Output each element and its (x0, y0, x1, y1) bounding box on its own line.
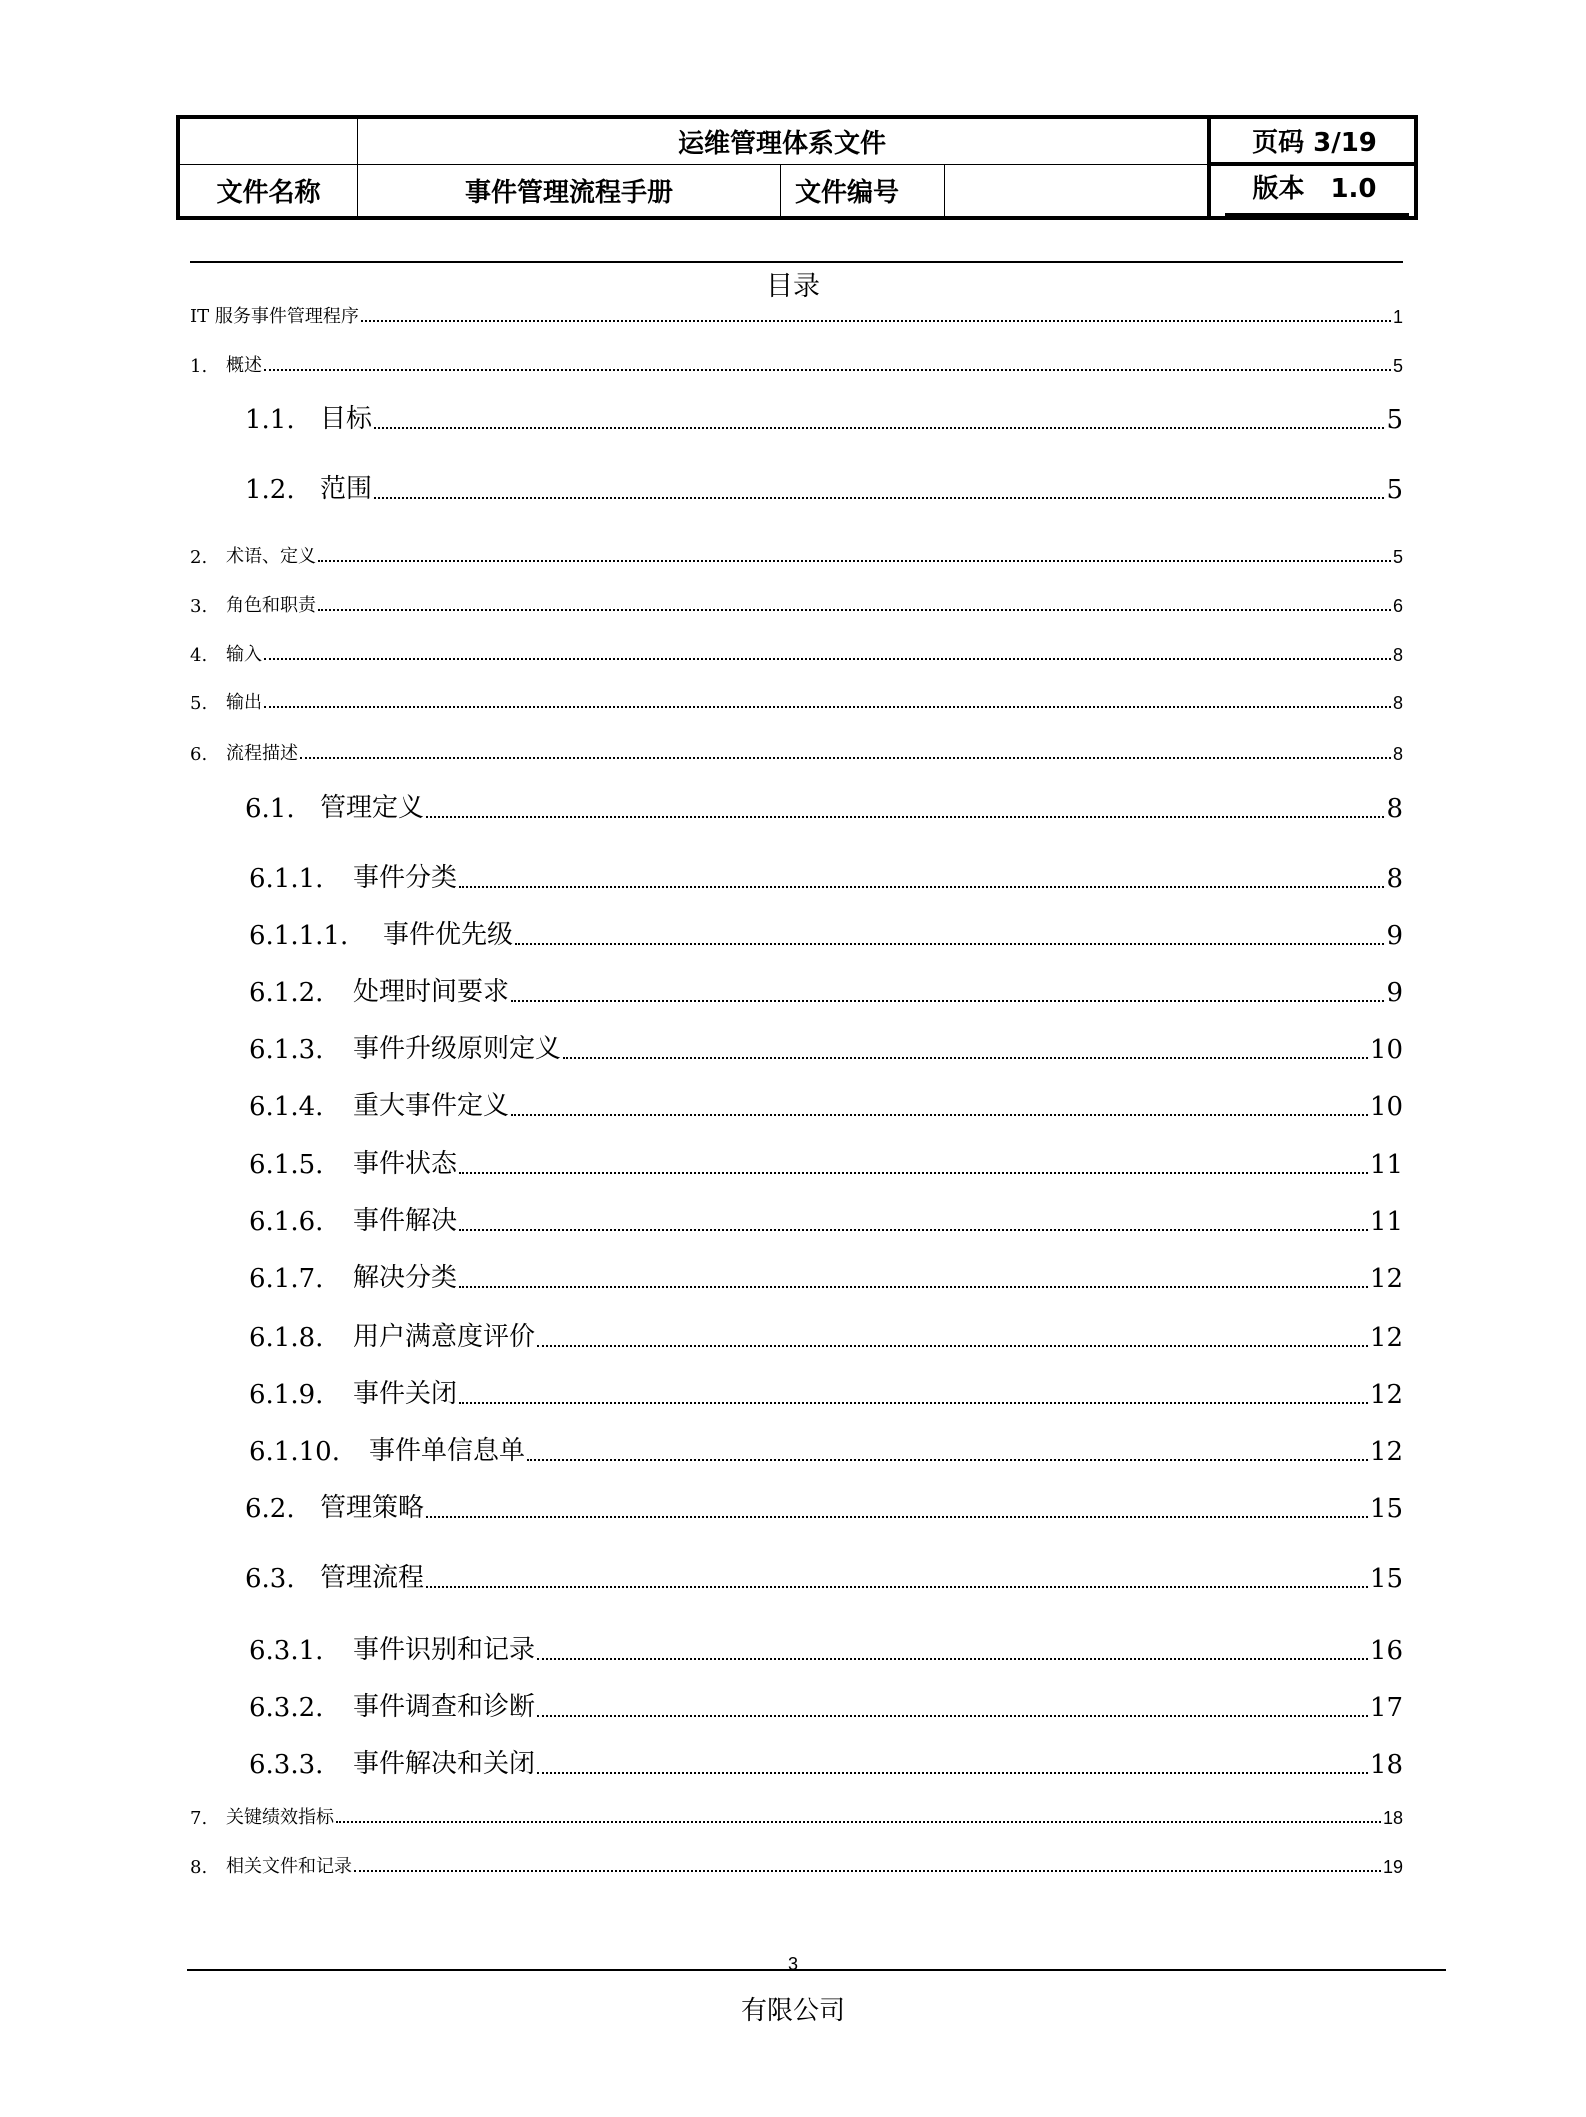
file-no (945, 165, 1207, 216)
file-name-label: 文件名称 (216, 178, 321, 208)
toc-entry[interactable] (190, 544, 1403, 568)
toc-entry[interactable] (249, 860, 1403, 894)
toc-entry[interactable] (249, 1376, 1403, 1410)
toc-entry-number: 7. (190, 1808, 208, 1829)
toc-entry-number: 6.1. (245, 794, 295, 824)
toc-entry-page: 18 (1382, 1808, 1403, 1828)
toc-entry-number: 6.1.1.1. (249, 921, 349, 951)
file-no-label: 文件编号 (795, 178, 900, 208)
dot-leader (264, 369, 1391, 371)
toc-entry-title: 处理时间要求 (353, 977, 510, 1007)
toc-entry[interactable] (249, 1746, 1403, 1780)
toc-entry-page: 1 (1392, 307, 1403, 327)
toc-entry-title: 管理定义 (320, 793, 425, 823)
toc-entry-number: 1.2. (245, 475, 295, 505)
toc-entry-number: 6.1.10. (249, 1437, 340, 1467)
toc-entry-number: 8. (190, 1857, 208, 1878)
toc-entry-page: 10 (1369, 1035, 1403, 1065)
toc-entry-title: 事件识别和记录 (353, 1635, 536, 1665)
toc-entry-number: 6.1.3. (249, 1035, 324, 1065)
toc-entry[interactable] (190, 353, 1403, 377)
toc-entry[interactable] (245, 401, 1403, 435)
toc-entry-title: 解决分类 (353, 1263, 458, 1293)
toc-entry-title: 事件单信息单 (369, 1436, 526, 1466)
toc-entry[interactable] (190, 1805, 1403, 1829)
header-table (176, 115, 1418, 220)
dot-leader (511, 1114, 1368, 1116)
dot-leader (459, 1286, 1368, 1288)
toc-entry-title: 管理策略 (320, 1493, 425, 1523)
toc-entry-title: 角色和职责 (226, 595, 316, 616)
dot-leader (426, 1586, 1368, 1588)
dot-leader (511, 1000, 1384, 1002)
toc-entry-title: 重大事件定义 (353, 1091, 510, 1121)
toc-entry[interactable] (249, 1031, 1403, 1065)
toc-entry-title: 输入 (226, 644, 262, 665)
toc-entry-number: 6.1.9. (249, 1380, 324, 1410)
toc-entry-page: 10 (1369, 1092, 1403, 1122)
toc-entry-title: 目标 (320, 404, 373, 434)
toc-entry-number: 6.1.2. (249, 978, 324, 1008)
dot-leader (459, 1172, 1368, 1174)
toc-entry-title: IT 服务事件管理程序 (190, 306, 359, 327)
toc-entry[interactable] (190, 593, 1403, 617)
toc-entry-page: 9 (1386, 921, 1403, 951)
toc-entry-page: 5 (1386, 475, 1403, 505)
toc-entry-page: 15 (1369, 1564, 1403, 1594)
toc-entry-number: 6.1.5. (249, 1150, 324, 1180)
toc-entry[interactable] (249, 1146, 1403, 1180)
toc-entry-page: 17 (1369, 1693, 1403, 1723)
toc-entry-page: 8 (1392, 645, 1403, 665)
toc-entry[interactable] (245, 1560, 1403, 1594)
toc-entry[interactable] (190, 642, 1403, 666)
header-divider (190, 261, 1403, 263)
toc-entry-page: 16 (1369, 1636, 1403, 1666)
page-label: 页码 3/19 (1252, 128, 1377, 158)
dot-leader (264, 706, 1391, 708)
toc-entry-page: 12 (1369, 1380, 1403, 1410)
toc-entry-page: 5 (1392, 547, 1403, 567)
toc-entry-number: 5. (190, 693, 208, 714)
page-number: 3 (787, 1954, 798, 1974)
toc-entry-page: 5 (1392, 356, 1403, 376)
toc-entry-page: 15 (1369, 1494, 1403, 1524)
toc-entry-page: 9 (1386, 978, 1403, 1008)
toc-entry-page: 11 (1369, 1150, 1403, 1180)
toc-entry-page: 11 (1369, 1207, 1403, 1237)
dot-leader (354, 1870, 1381, 1872)
toc-entry-page: 12 (1369, 1264, 1403, 1294)
toc-entry-title: 输出 (226, 692, 262, 713)
toc-entry-page: 8 (1386, 864, 1403, 894)
toc-entry[interactable] (249, 1260, 1403, 1294)
toc-entry-page: 8 (1386, 794, 1403, 824)
toc-entry-title: 事件关闭 (353, 1379, 458, 1409)
dot-leader (374, 427, 1384, 429)
dot-leader (459, 1229, 1368, 1231)
toc-entry[interactable] (245, 471, 1403, 505)
toc-entry-page: 8 (1392, 693, 1403, 713)
toc-entry-title: 流程描述 (226, 743, 298, 764)
toc-entry-number: 3. (190, 596, 208, 617)
dot-leader (459, 1402, 1368, 1404)
toc-entry[interactable] (245, 1490, 1403, 1524)
toc-entry[interactable] (249, 1689, 1403, 1723)
dot-leader (374, 497, 1384, 499)
dot-leader (361, 320, 1391, 322)
toc-entry[interactable] (249, 1433, 1403, 1467)
toc-entry-number: 6.1.7. (249, 1264, 324, 1294)
toc-entry[interactable] (190, 741, 1403, 765)
toc-entry-number: 6.1.8. (249, 1323, 324, 1353)
toc-entry-title: 事件解决和关闭 (353, 1749, 536, 1779)
toc-entry[interactable] (190, 690, 1403, 714)
dot-leader (264, 658, 1391, 660)
toc-entry-number: 6.3.2. (249, 1693, 324, 1723)
toc-entry-number: 6.3.1. (249, 1636, 324, 1666)
toc-entry-page: 19 (1382, 1857, 1403, 1877)
system-title: 运维管理体系文件 (677, 129, 886, 159)
toc-title: 目录 (766, 271, 820, 302)
toc-entry-number: 1.1. (245, 405, 295, 435)
dot-leader (318, 560, 1391, 562)
toc-entry[interactable] (249, 917, 1403, 951)
toc-entry-title: 相关文件和记录 (226, 1856, 352, 1877)
dot-leader (459, 886, 1384, 888)
toc-entry-page: 5 (1386, 405, 1403, 435)
toc-entry-page: 12 (1369, 1323, 1403, 1353)
dot-leader (563, 1057, 1368, 1059)
toc-entry-page: 8 (1392, 744, 1403, 764)
toc-entry[interactable] (190, 1854, 1403, 1878)
toc-entry[interactable] (249, 1319, 1403, 1353)
toc-entry-title: 用户满意度评价 (353, 1322, 536, 1352)
toc-entry-page: 6 (1392, 596, 1403, 616)
toc-entry[interactable] (249, 1632, 1403, 1666)
toc-entry[interactable] (190, 304, 1403, 328)
dot-leader (537, 1715, 1368, 1717)
toc-entry[interactable] (249, 974, 1403, 1008)
toc-entry-number: 6.1.4. (249, 1092, 324, 1122)
toc-entry-title: 事件状态 (353, 1149, 458, 1179)
company-name: 有限公司 (740, 1996, 845, 2026)
dot-leader (537, 1658, 1368, 1660)
toc-entry-number: 2. (190, 547, 208, 568)
toc-entry-title: 事件优先级 (383, 920, 514, 950)
dot-leader (336, 1821, 1381, 1823)
toc-entry-page: 12 (1369, 1437, 1403, 1467)
toc-entry[interactable] (249, 1088, 1403, 1122)
toc-entry-title: 关键绩效指标 (226, 1807, 334, 1828)
toc-entry-title: 范围 (320, 474, 373, 504)
dot-leader (537, 1772, 1368, 1774)
toc-entry-title: 事件解决 (353, 1206, 458, 1236)
toc-entry-title: 事件调查和诊断 (353, 1692, 536, 1722)
toc-entry-number: 6. (190, 744, 208, 765)
toc-entry[interactable] (249, 1203, 1403, 1237)
toc-entry-title: 术语、定义 (226, 546, 316, 567)
toc-entry-number: 6.2. (245, 1494, 295, 1524)
toc-entry-page: 18 (1369, 1750, 1403, 1780)
file-name: 事件管理流程手册 (464, 178, 673, 208)
toc-entry-title: 事件升级原则定义 (353, 1034, 562, 1064)
toc-entry-number: 6.1.6. (249, 1207, 324, 1237)
toc-entry-number: 6.3. (245, 1564, 295, 1594)
dot-leader (527, 1459, 1368, 1461)
toc-entry-number: 4. (190, 645, 208, 666)
toc-entry-number: 6.3.3. (249, 1750, 324, 1780)
dot-leader (426, 1516, 1368, 1518)
dot-leader (515, 943, 1384, 945)
toc-entry-title: 管理流程 (320, 1563, 425, 1593)
toc-entry-number: 1. (190, 356, 208, 377)
dot-leader (318, 609, 1391, 611)
dot-leader (300, 757, 1391, 759)
toc-entry-number: 6.1.1. (249, 864, 324, 894)
toc-entry-title: 概述 (226, 355, 262, 376)
version-label: 版本 1.0 (1252, 173, 1377, 204)
dot-leader (426, 816, 1384, 818)
dot-leader (537, 1345, 1368, 1347)
toc-entry-title: 事件分类 (353, 863, 458, 893)
toc-entry[interactable] (245, 790, 1403, 824)
